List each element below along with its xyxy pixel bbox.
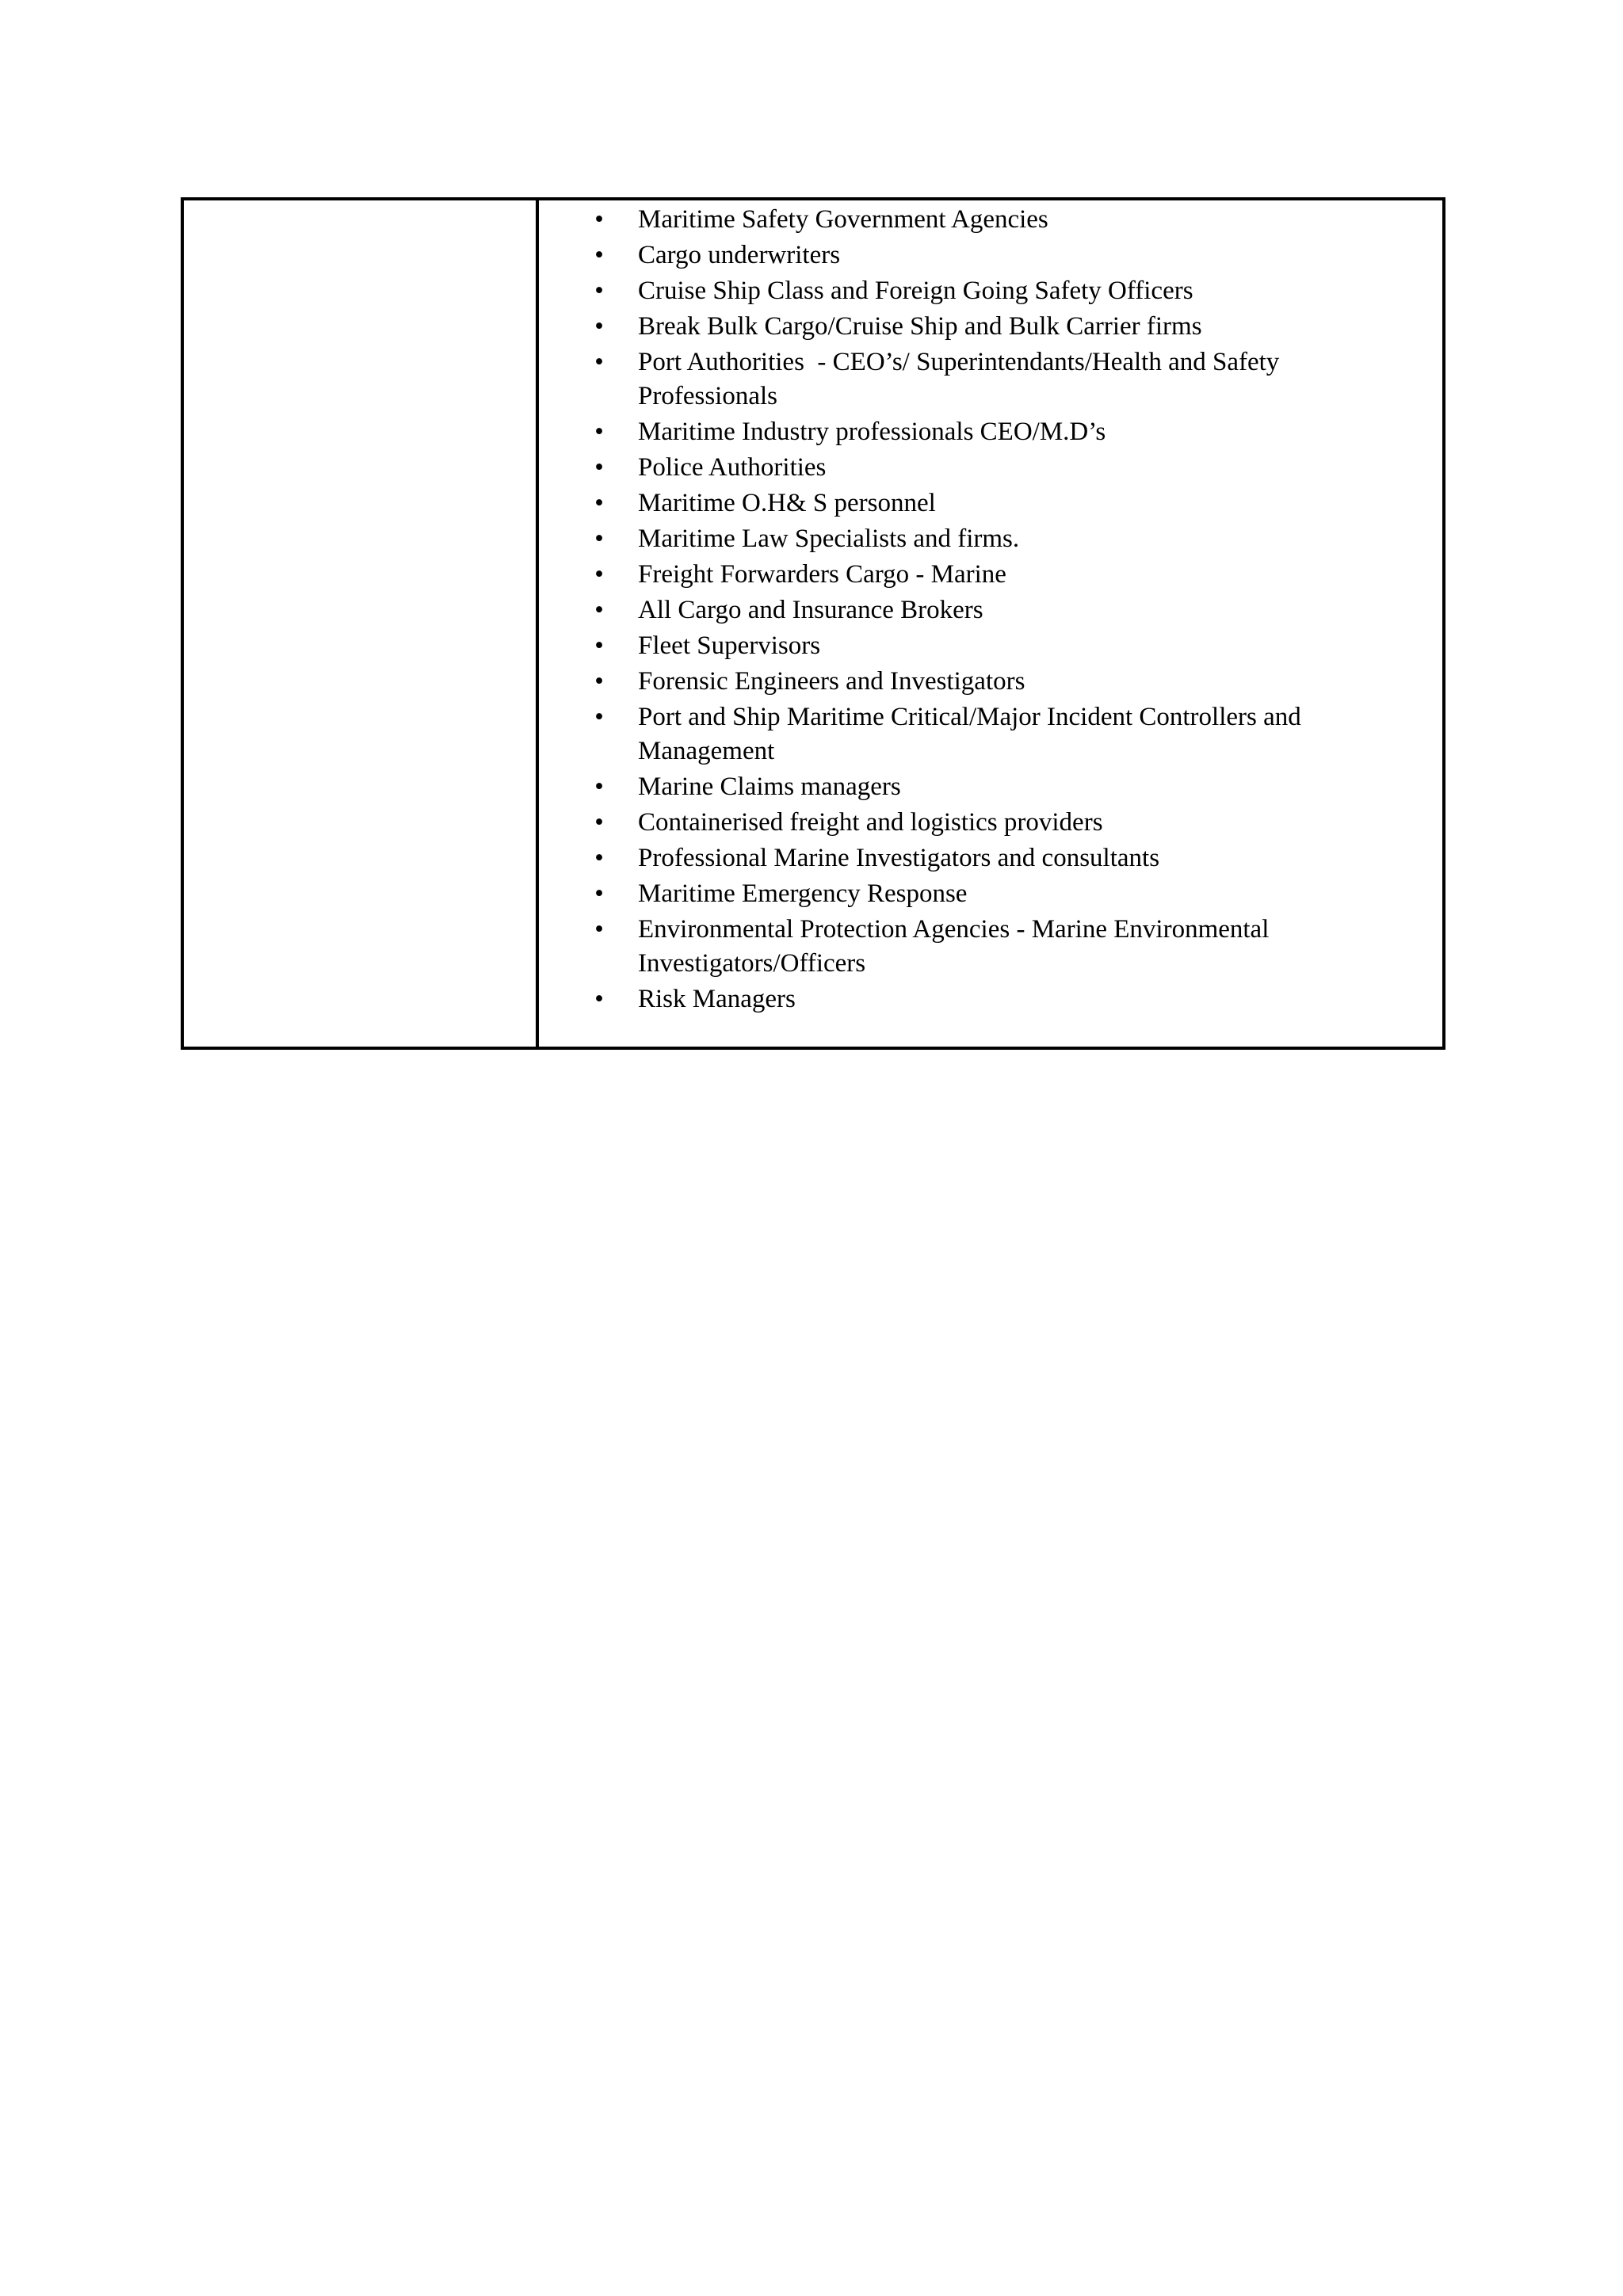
- list-item-text: Marine Claims managers: [638, 772, 901, 801]
- bullet-icon: •: [594, 348, 604, 376]
- bullet-icon: •: [594, 631, 604, 660]
- bullet-icon: •: [594, 312, 604, 341]
- list-item-text: Port Authorities - CEO’s/ Superintendants/Health and Safety Professionals: [638, 348, 1286, 410]
- bullet-icon: •: [594, 241, 604, 269]
- table-left-cell: [184, 200, 539, 1047]
- list-item-text: Maritime Emergency Response: [638, 879, 968, 908]
- bullet-icon: •: [594, 524, 604, 553]
- list-item-text: Maritime O.H& S personnel: [638, 489, 936, 517]
- bullet-icon: •: [594, 808, 604, 837]
- list-item: [594, 310, 1395, 344]
- bullet-icon: •: [594, 844, 604, 872]
- bullet-list: [539, 203, 1442, 1016]
- list-item: [594, 415, 1395, 449]
- list-item-text: Fleet Supervisors: [638, 631, 821, 660]
- list-item: [594, 593, 1395, 627]
- list-item-text: Professional Marine Investigators and consultants: [638, 844, 1160, 872]
- list-item: [594, 238, 1395, 273]
- list-item: [594, 203, 1395, 237]
- list-item-text: Port and Ship Maritime Critical/Major Incident Controllers and Management: [638, 703, 1308, 765]
- list-item: [594, 665, 1395, 699]
- table-right-cell: [539, 200, 1442, 1047]
- list-item: [594, 486, 1395, 521]
- list-item: [594, 913, 1395, 981]
- list-item-text: Cruise Ship Class and Foreign Going Safety Officers: [638, 277, 1193, 305]
- list-item-text: Forensic Engineers and Investigators: [638, 667, 1025, 696]
- list-item-text: Containerised freight and logistics providers: [638, 808, 1103, 837]
- list-item: [594, 629, 1395, 663]
- bullet-icon: •: [594, 915, 604, 944]
- list-item: [594, 877, 1395, 911]
- list-item-text: Freight Forwarders Cargo - Marine: [638, 560, 1006, 589]
- list-item-text: Break Bulk Cargo/Cruise Ship and Bulk Carrier firms: [638, 312, 1202, 341]
- list-item-text: Risk Managers: [638, 985, 796, 1013]
- list-item: [594, 274, 1395, 308]
- document-table: [181, 197, 1445, 1050]
- bullet-icon: •: [594, 703, 604, 731]
- list-item: [594, 451, 1395, 485]
- bullet-icon: •: [594, 453, 604, 482]
- list-item-text: Environmental Protection Agencies - Marine Environmental Investigators/Officers: [638, 915, 1276, 978]
- bullet-icon: •: [594, 772, 604, 801]
- bullet-icon: •: [594, 489, 604, 517]
- list-item: [594, 841, 1395, 875]
- list-item: [594, 770, 1395, 804]
- list-item: [594, 806, 1395, 840]
- bullet-icon: •: [594, 667, 604, 696]
- list-item-text: Maritime Law Specialists and firms.: [638, 524, 1020, 553]
- bullet-icon: •: [594, 985, 604, 1013]
- bullet-icon: •: [594, 418, 604, 446]
- bullet-icon: •: [594, 879, 604, 908]
- list-item: [594, 558, 1395, 592]
- bullet-icon: •: [594, 596, 604, 624]
- list-item: [594, 982, 1395, 1016]
- list-item-text: Cargo underwriters: [638, 241, 841, 269]
- list-item: [594, 522, 1395, 556]
- list-item-text: Police Authorities: [638, 453, 827, 482]
- list-item: [594, 700, 1395, 769]
- list-item: [594, 345, 1395, 414]
- bullet-icon: •: [594, 205, 604, 234]
- list-item-text: Maritime Safety Government Agencies: [638, 205, 1048, 234]
- bullet-icon: •: [594, 560, 604, 589]
- list-item-text: Maritime Industry professionals CEO/M.D’s: [638, 418, 1106, 446]
- bullet-icon: •: [594, 277, 604, 305]
- list-item-text: All Cargo and Insurance Brokers: [638, 596, 983, 624]
